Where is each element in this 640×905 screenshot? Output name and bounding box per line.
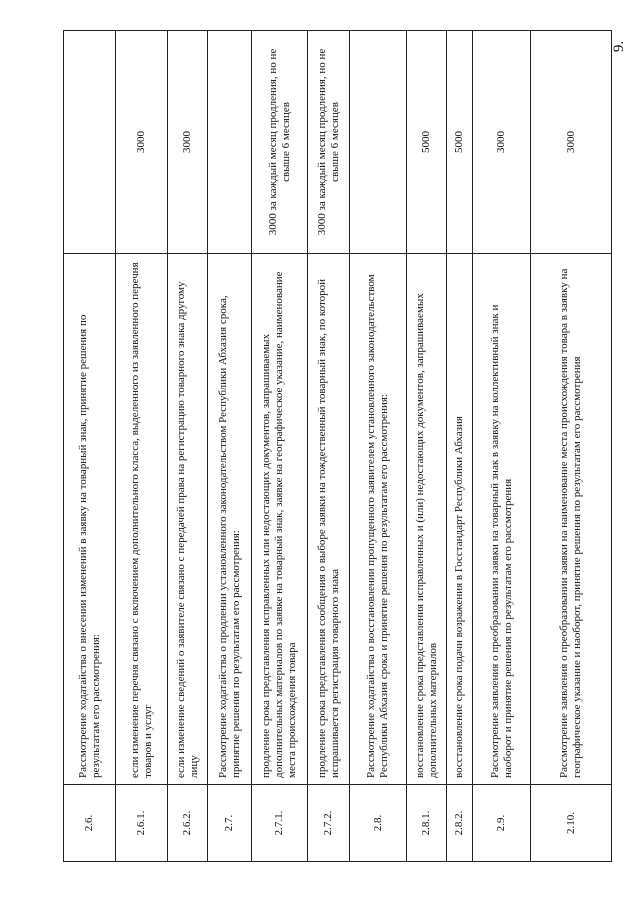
row-number: 2.8.: [350, 785, 407, 862]
table-row: [350, 31, 407, 862]
fee-table: [63, 30, 612, 862]
row-fee: 3000 за каждый месяц продления, но не свыше 6 месяцев: [308, 31, 350, 254]
table-row: [64, 31, 116, 862]
row-number: 2.6.: [64, 785, 116, 862]
table-row: [447, 31, 473, 862]
row-fee: 3000: [531, 31, 612, 254]
row-fee: [208, 31, 252, 254]
row-number: 2.6.1.: [116, 785, 168, 862]
row-description: продление срока представления сообщения о выборе заявки на тождественный товарный знак, по которой испрашивается регистрация товарного знака: [308, 254, 350, 785]
row-number: 2.6.2.: [168, 785, 208, 862]
page-number: 9.: [611, 40, 628, 53]
row-number: 2.8.2.: [447, 785, 473, 862]
table-row: [252, 31, 308, 862]
row-number: 2.10.: [531, 785, 612, 862]
table-row: [116, 31, 168, 862]
row-description: Рассмотрение ходатайства о внесении изменений в заявку на товарный знак, принятие решения по результатам его рассмотрения:: [64, 254, 116, 785]
table-row: [407, 31, 447, 862]
table-row: [473, 31, 531, 862]
row-description: продление срока представления исправленных или недостающих документов, запрашиваемых дополнительных материалов по заявке на товарный знак, заявке на географическое указание, наименование места происхождения товара: [252, 254, 308, 785]
row-description: Рассмотрение заявления о преобразовании заявки на наименование места происхождения товара в заявку на географическое указание и наоборот, принятие решения по результатам его рассмотрения: [531, 254, 612, 785]
row-fee: 3000: [168, 31, 208, 254]
table-row: [308, 31, 350, 862]
row-description: Рассмотрение ходатайства о продлении установленного законодательством Республики Абхазия срока, принятие решения по результатам его рассмотрения:: [208, 254, 252, 785]
row-description: восстановление срока представления исправленных и (или) недостающих документов, запрашиваемых дополнительных материалов: [407, 254, 447, 785]
row-number: 2.7.1.: [252, 785, 308, 862]
table-row: [531, 31, 612, 862]
row-fee: 3000: [116, 31, 168, 254]
row-fee: 5000: [407, 31, 447, 254]
row-description: Рассмотрение ходатайства о восстановлении пропущенного заявителем установленного законодательством Республики Абхазия срока и принятие решения по результатам его рассмотрения:: [350, 254, 407, 785]
row-number: 2.9.: [473, 785, 531, 862]
row-description: если изменение перечня связано с включением дополнительного класса, выделенного из заявленного перечня товаров и услуг: [116, 254, 168, 785]
row-fee: [64, 31, 116, 254]
table-row: [168, 31, 208, 862]
row-number: 2.8.1.: [407, 785, 447, 862]
row-fee: 3000 за каждый месяц продления, но не свыше 6 месяцев: [252, 31, 308, 254]
rotated-table-wrapper: [63, 48, 611, 862]
row-fee: 3000: [473, 31, 531, 254]
row-description: Рассмотрение заявления о преобразовании заявки на товарный знак в заявку на коллективный знак и наоборот и принятие решения по результатам его рассмотрения: [473, 254, 531, 785]
row-number: 2.7.: [208, 785, 252, 862]
row-description: восстановление срока подачи возражения в Госстандарт Республики Абхазия: [447, 254, 473, 785]
row-fee: [350, 31, 407, 254]
table-row: [208, 31, 252, 862]
row-number: 2.7.2.: [308, 785, 350, 862]
row-fee: 5000: [447, 31, 473, 254]
row-description: если изменение сведений о заявителе связано с передачей права на регистрацию товарного знака другому лицу: [168, 254, 208, 785]
